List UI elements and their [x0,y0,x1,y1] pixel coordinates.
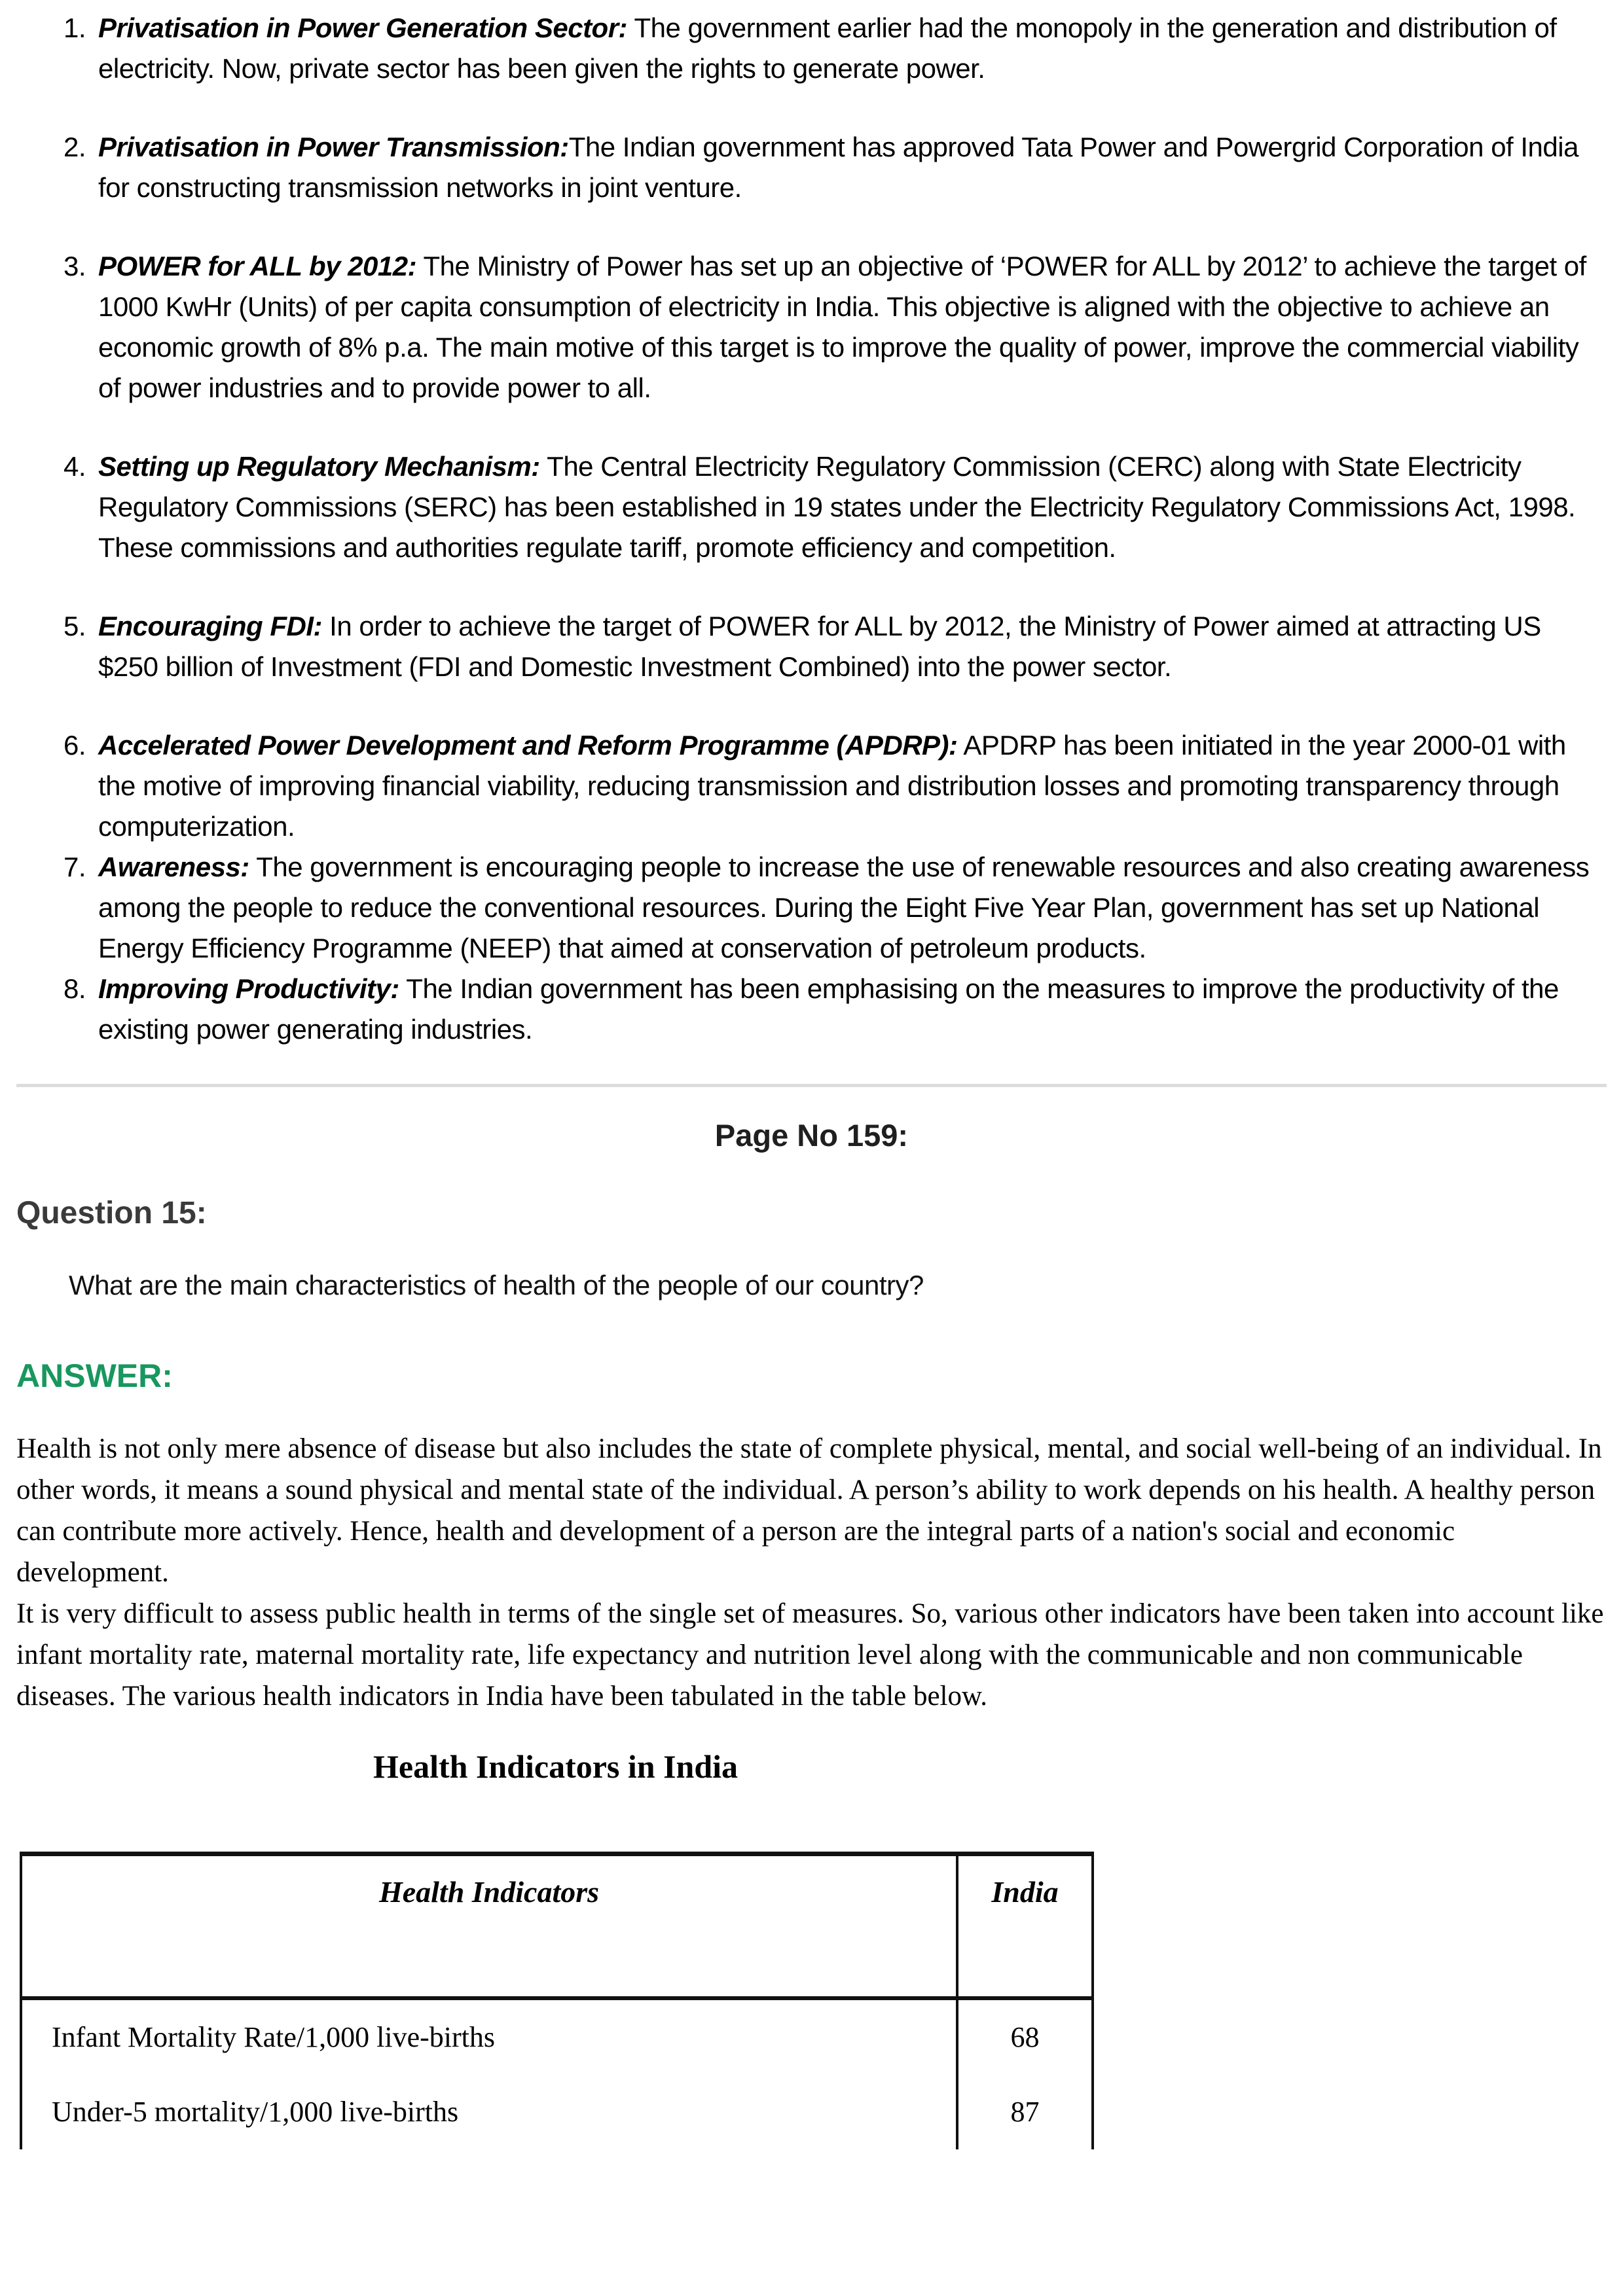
list-item-text: The government earlier had the monopoly in the generation and distribution of electricity. Now, private sector has been given the rights to generate power. [98,12,1557,84]
list-item-text: In order to achieve the target of POWER for ALL by 2012, the Ministry of Power aimed at attracting US $250 billion of Investment (FDI and Domestic Investment Combined) into the power sector. [98,611,1541,682]
table-header-row [21,1854,1093,1998]
table-row [21,1998,1093,2075]
list-item-text: The Indian government has been emphasising on the measures to improve the productivity of the existing power generating industries. [98,973,1559,1045]
list-item-label: Setting up Regulatory Mechanism: [98,451,540,482]
question-text: What are the main characteristics of health of the people of our country? [69,1269,924,1300]
answer-paragraph: It is very difficult to assess public health in terms of the single set of measures. So, various other indicators have been taken into account like infant mortality rate, maternal mortality rate, life expectancy and nutrition level along with the communicable and non communicable diseases. The various health indicators in India have been tabulated in the table below. [16,1598,1604,1712]
list-item [0,446,1623,568]
list-item [0,8,1623,89]
list-item-number: 7. [64,852,86,882]
list-item-label: Encouraging FDI: [98,611,322,641]
list-item [0,847,1623,969]
list-item-text: The Central Electricity Regulatory Commission (CERC) along with State Electricity Regulatory Commissions (SERC) has been established in 19 states under the Electricity Regulatory Commissions Act, 1998. These commissions and authorities regulate tariff, promote efficiency and competition. [98,451,1576,563]
section-divider [16,1084,1607,1087]
table-title: Health Indicators in India [373,1748,739,1785]
indicator-name-cell: Under-5 mortality/1,000 live-births [52,2096,459,2128]
list-item-label: POWER for ALL by 2012: [98,251,417,281]
list-item-label: Privatisation in Power Transmission: [98,132,569,162]
list-item-label: Accelerated Power Development and Reform Programme (APDRP): [98,730,958,761]
indicator-value-cell: 68 [957,1998,1093,2075]
list-item [0,246,1623,408]
question-heading: Question 15: [16,1196,207,1231]
list-item-number: 8. [64,973,86,1004]
list-item [0,606,1623,687]
indicator-value-cell: 87 [957,2075,1093,2149]
table-header-cell-indicators: Health Indicators [21,1854,957,1998]
list-item-number: 3. [64,251,86,281]
list-item-text: The Indian government has approved Tata Power and Powergrid Corporation of India for constructing transmission networks in joint venture. [98,132,1578,203]
table-header-cell-india: India [957,1854,1093,1998]
answer-heading: ANSWER: [16,1357,173,1394]
list-item-number: 5. [64,611,86,641]
list-item [0,127,1623,208]
list-item-number: 2. [64,132,86,162]
list-item-number: 6. [64,730,86,761]
list-item-number: 4. [64,451,86,482]
list-item-text: APDRP has been initiated in the year 2000-01 with the motive of improving financial viability, reducing transmission and distribution losses and promoting transparency through computerization. [98,730,1566,842]
list-item [0,969,1623,1050]
page-number-heading: Page No 159: [714,1118,909,1153]
indicators-table [20,1852,1094,2149]
list-item-text: The Ministry of Power has set up an objective of ‘POWER for ALL by 2012’ to achieve the target of 1000 KwHr (Units) of per capita consumption of electricity in India. This objective is aligned with the objective to achieve an economic growth of 8% p.a. The main motive of this target is to improve the quality of power, improve the commercial viability of power industries and to provide power to all. [98,251,1586,403]
list-item [0,725,1623,847]
reform-list [0,0,1623,1050]
list-item-label: Improving Productivity: [98,973,399,1004]
answer-paragraph: Health is not only mere absence of disease but also includes the state of complete physical, mental, and social well-being of an individual. In other words, it means a sound physical and mental state of the individual. A person’s ability to work depends on his health. A healthy person can contribute more actively. Hence, health and development of a person are the integral parts of a nation's social and economic development. [16,1433,1602,1588]
list-item-text: The government is encouraging people to increase the use of renewable resources and also creating awareness among the people to reduce the conventional resources. During the Eight Five Year Plan, government has set up National Energy Efficiency Programme (NEEP) that aimed at conservation of petroleum products. [98,852,1590,963]
table-row [21,2075,1093,2149]
list-item-label: Awareness: [98,852,249,882]
list-item-number: 1. [64,12,86,43]
indicator-name-cell: Infant Mortality Rate/1,000 live-births [52,2021,495,2054]
list-item-label: Privatisation in Power Generation Sector: [98,12,628,43]
